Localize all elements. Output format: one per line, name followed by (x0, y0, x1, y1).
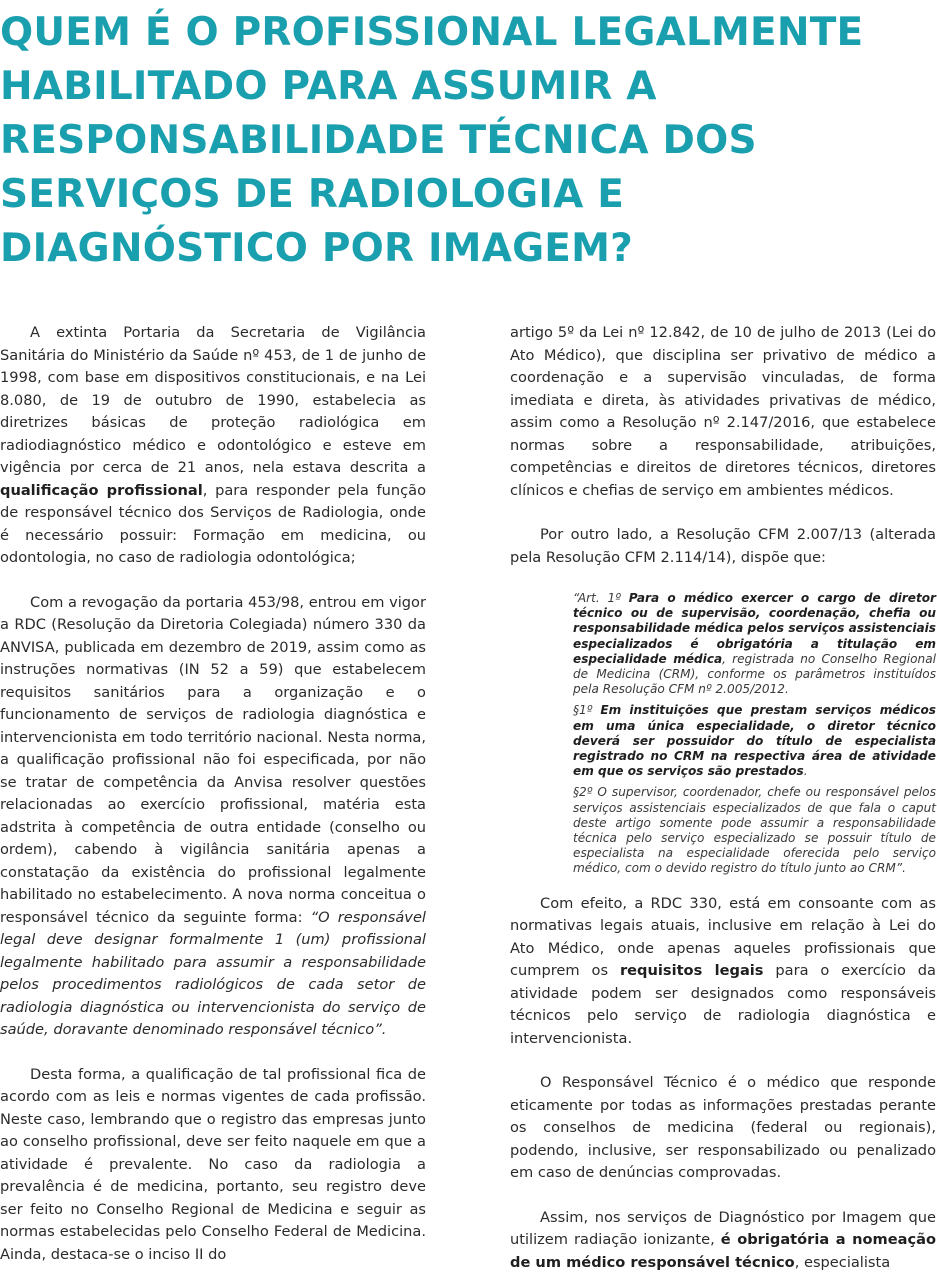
bold-text: é obrigatória a nomeação de um médico responsável técnico (510, 1231, 936, 1271)
bold-text: Para o médico exercer o cargo de diretor técnico ou de supervisão, coordenação, chefia ou responsabilidade médica pelos serviços assistenciais especializados é obrigatória a titulação em especialidade médica (573, 591, 936, 666)
text-run: Com efeito, a RDC 330, está em consoante com as normativas legais atuais, inclusive em relação à Lei do Ato Médico, onde apenas aqueles profissionais que cumprem os (510, 894, 936, 980)
headline-line: SERVIÇOS DE RADIOLOGIA E (0, 172, 625, 217)
text-run: A extinta Portaria da Secretaria de Vigilância Sanitária do Ministério da Saúde nº 453, de 1 de junho de 1998, com base em dispositivos constitucionais, e na Lei 8.080, de 19 de outubro de 1990, estabelecia as diretrizes básicas de proteção radiológica em radiodiagnóstico médico e odontológico e esteve em vigência por cerca de 21 anos, nela estava descrita a (0, 324, 426, 476)
text-run: Com a revogação da portaria 453/98, entrou em vigor a RDC (Resolução da Diretoria Colegiada) número 330 da ANVISA, publicada em dezembro de 2019, assim como as instruções normativas (IN 52 a 59) que estabelecem requisitos sanitários para a organização e o funcionamento de serviços de radiologia diagnóstica e intervencionista em todo território nacional. Nesta norma, a qualificação profissional não foi especificada, por não se tratar de competência da Anvisa resolver questões relacionadas ao exercício profissional, matéria esta adstrita à competência de outra entidade (conselho ou ordem), cabendo à vigilância sanitária apenas a constatação da existência do profissional legalmente habilitado no estabelecimento. A nova norma conceitua o responsável técnico da seguinte forma: (0, 593, 426, 926)
bold-text: Em instituições que prestam serviços médicos em uma única especialidade, o diretor técnico deverá ser possuidor do título de especialista registrado no CRM na respectiva área de atividade em que os serviços são prestados (573, 703, 936, 779)
text-run: , registrada no Conselho Regional de Medicina (CRM), conforme os parâmetros instituídos pela Resolução CFM nº 2.005/2012. (573, 651, 936, 697)
paragraph (510, 1207, 936, 1275)
left-column (0, 322, 426, 1266)
italic-quote: “O responsável legal deve designar formalmente 1 (um) profissional legalmente habilitado para assumir a responsabilidade pelos procedimentos radiológicos de cada setor de radiologia diagnóstica ou intervencionista do serviço de saúde, doravante denominado responsável técnico”. (0, 908, 426, 1038)
paragraph (0, 322, 426, 570)
headline-line: DIAGNÓSTICO POR IMAGEM? (0, 226, 633, 271)
paragraph (510, 893, 936, 1051)
paragraph (0, 592, 426, 1042)
headline-line: HABILITADO PARA ASSUMIR A (0, 64, 657, 109)
text-run: “Art. 1º (573, 591, 629, 605)
headline-line: RESPONSABILIDADE TÉCNICA DOS (0, 118, 757, 163)
paragraph: O Responsável Técnico é o médico que responde eticamente por todas as informações prestadas perante os conselhos de medicina (federal ou regionais), podendo, inclusive, ser responsabilizado ou penalizado em caso de denúncias comprovadas. (510, 1074, 936, 1182)
bold-text: requisitos legais (619, 962, 764, 980)
citation-paragraph-1 (573, 703, 936, 779)
text-run: §1º (573, 703, 601, 718)
text-run: , especialista (794, 1253, 891, 1271)
text-run: . (803, 764, 808, 779)
text-run: Assim, nos serviços de Diagnóstico por Imagem que utilizem radiação ionizante, (510, 1208, 936, 1249)
headline-line: QUEM É O PROFISSIONAL LEGALMENTE (0, 10, 864, 55)
paragraph: Desta forma, a qualificação de tal profissional fica de acordo com as leis e normas vigentes de cada profissão. Neste caso, lembrando que o registro das empresas junto ao conselho profissional, deve ser feito naquele em que a atividade é prevalente. No caso da radiologia a prevalência é de medicina, portanto, seu registro deve ser feito no Conselho Regional de Medicina e seguir as normas estabelecidas pelo Conselho Federal de Medicina. Ainda, destaca-se o inciso II do (0, 1065, 426, 1263)
right-column (510, 322, 936, 1274)
text-run: , para responder pela função de responsável técnico dos Serviços de Radiologia, onde é necessário possuir: Formação em medicina, ou odontologia, no caso de radiologia odontológica; (0, 481, 426, 566)
citation-paragraph-2: §2º O supervisor, coordenador, chefe ou responsável pelos serviços assistenciais especializados de que fala o caput deste artigo somente pode assumir a responsabilidade técnica pelo serviço especializado se possuir título de especialista na especialidade oferecida pelo serviço médico, com o devido registro do título junto ao CRM”. (573, 785, 936, 876)
bold-text: qualificação profissional (0, 481, 203, 499)
citation-article-1 (573, 591, 936, 697)
legal-citation-block (573, 591, 936, 877)
article-headline (0, 6, 864, 276)
text-run: para o exercício da atividade podem ser designados como responsáveis técnicos pelo serviço de radiologia diagnóstica e intervencionista. (510, 962, 936, 1047)
paragraph-continued: artigo 5º da Lei nº 12.842, de 10 de julho de 2013 (Lei do Ato Médico), que disciplina ser privativo de médico a coordenação e a supervisão vinculadas, de forma imediata e direta, às atividades privativas de médico, assim como a Resolução nº 2.147/2016, que estabelece normas sobre a responsabilidade, atribuições, competências e direitos de diretores técnicos, diretores clínicos e chefias de serviço em ambientes médicos. (510, 324, 936, 499)
paragraph: Por outro lado, a Resolução CFM 2.007/13 (alterada pela Resolução CFM 2.114/14), dispõe que: (510, 526, 936, 566)
